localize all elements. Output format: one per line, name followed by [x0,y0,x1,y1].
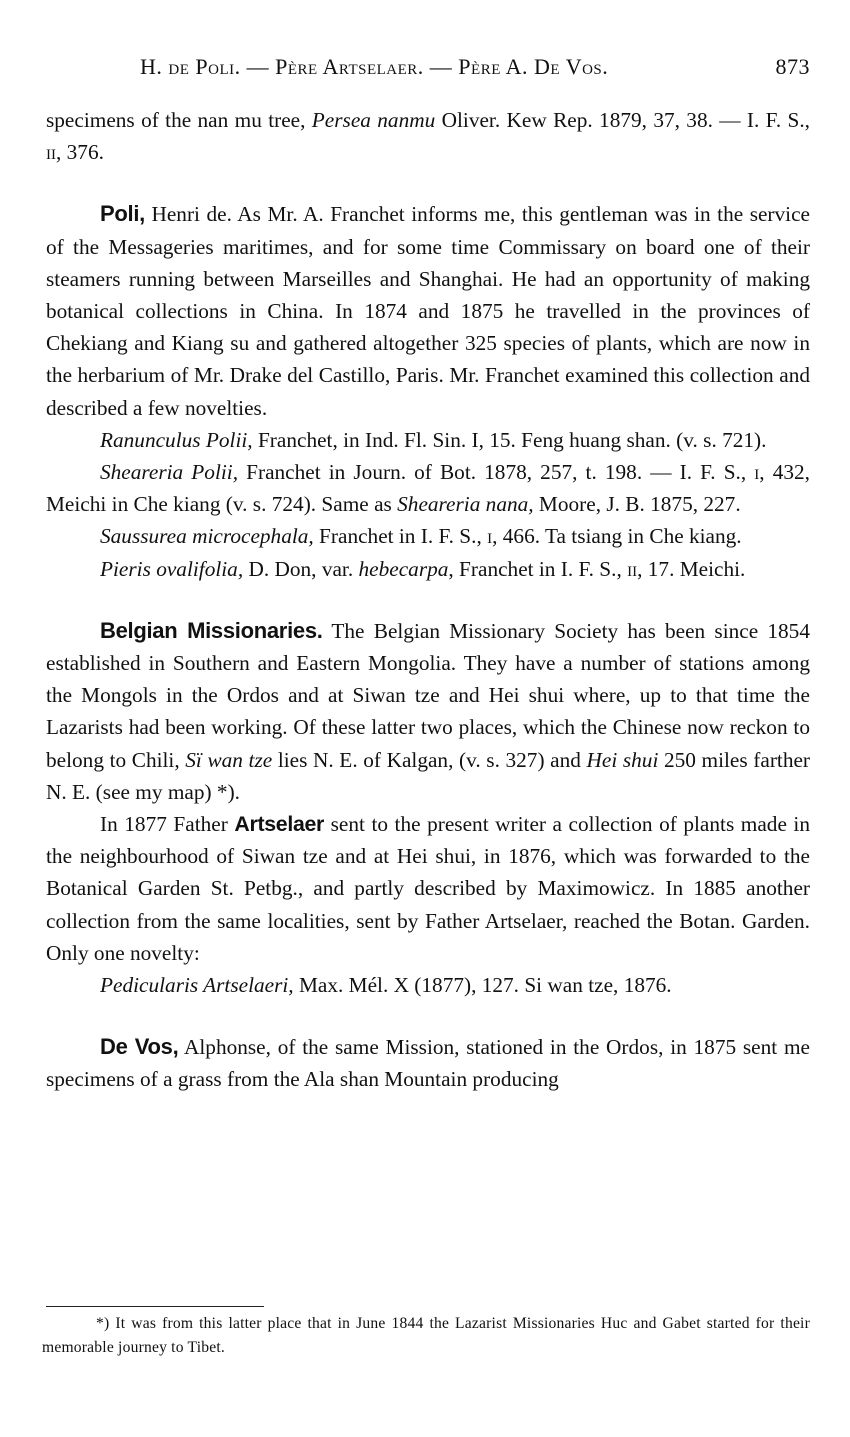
roman-numeral: i [754,460,760,485]
text-span: lies N. E. of Kalgan, (v. s. 327) and [272,747,587,772]
roman-numeral: ii [46,140,56,165]
text-span: , Franchet in I. F. S., [448,556,628,581]
text-span: Franchet, in Ind. Fl. Sin. I, 15. Feng huang shan. (v. s. 721). [252,427,767,452]
text-span: Max. Mél. X (1877), 127. Si wan tze, 1876. [293,973,672,998]
text-span: Franchet in Journ. of Bot. 1878, 257, t. 198. — I. F. S., [238,460,755,485]
entry-heading-de-vos: De Vos, [100,1034,179,1060]
text-span: Oliver. Kew Rep. 1879, 37, 38. — I. F. S., [435,108,810,132]
footnote-rule [46,1306,264,1307]
text-span: The Belgian Missionary Society has been since 1854 established in Southern and Eastern Mongolia. They have a number of stations among the Mongols in the Ordos and at Siwan tze and Hei shui where, up to that time the Lazarists had been working. Of these latter two places, which the Chinese now reckon to belong to Chili, [46,618,810,772]
page-body [46,104,810,1096]
running-head-de-vos: Père A. De Vos. [458,54,609,79]
species-name: Sheareria nana, [397,492,534,517]
text-span: , 17. Meichi. [637,556,746,581]
text-span: , 466. Ta tsiang in Che kiang. [492,524,742,549]
paragraph-belgian-missionaries [46,615,810,808]
paragraph-ranunculus [46,424,810,456]
collector-name-artselaer: Artselaer [234,812,325,837]
text-span: Franchet in I. F. S., [313,524,488,549]
species-name: Pedicularis Artselaeri, [100,973,294,998]
header-dash: — [423,54,459,79]
text-span: specimens of the nan mu tree, [46,108,312,132]
running-header [140,54,810,80]
footnote: *) It was from this latter place that in June 1844 the Lazarist Missionaries Huc and Gabet started for their memorable journey to Tibet. [42,1315,810,1356]
running-head-poli: H. de Poli. [140,54,241,79]
text-span: Alphonse, of the same Mission, stationed in the Ordos, in 1875 sent me specimens of a grass from the Ala shan Mountain producing [46,1035,810,1092]
text-span: 250 miles farther N. E. (see my map) *). [46,747,811,804]
page-number: 873 [775,54,810,79]
species-name: Persea nanmu [311,108,436,132]
species-name: Saussurea microcephala, [100,524,314,549]
text-span: Moore, J. B. 1875, 227. [533,492,741,517]
entry-heading-belgian-missionaries: Belgian Missionaries. [100,617,323,643]
paragraph-nanmu [46,104,810,168]
variety-name: hebecarpa [358,556,449,581]
text-span: Henri de. As Mr. A. Franchet informs me, this gentleman was in the service of the Messageries maritimes, and for some time Commissary on board one of their steamers running between Marseilles and Shanghai. He had an opportunity of making botanical collections in China. In 1874 and 1875 he travelled in the provinces of Chekiang and Kiang su and gathered altogether 325 species of plants, which are now in the herbarium of Mr. Drake del Castillo, Paris. Mr. Franchet examined this collection and described a few novelties. [46,202,810,420]
place-name: Sï wan tze [185,747,273,772]
species-name: Sheareria Polii, [100,460,239,485]
running-head-artselaer: Père Artselaer. [275,54,424,79]
roman-numeral: ii [627,556,638,581]
species-name: Ranunculus Polii, [100,427,253,452]
paragraph-sheareria [46,456,810,520]
text-span: , 432, Meichi in Che kiang (v. s. 724). Same as [46,460,810,517]
paragraph-artselaer [46,808,810,969]
paragraph-de-vos [46,1031,810,1095]
roman-numeral: i [487,524,493,549]
paragraph-saussurea [46,520,810,552]
species-name: Pieris ovalifolia, [100,556,244,581]
paragraph-pedicularis [46,969,810,1001]
place-name: Hei shui [586,747,659,772]
text-span: D. Don, var. [243,556,359,581]
entry-heading-poli: Poli, [100,201,145,227]
paragraph-pieris [46,553,810,585]
text-span: sent to the present writer a collection of plants made in the neighbourhood of Siwan tze and at Hei shui, in 1876, which was forwarded to the Botanical Garden St. Petbg., and partly described by Maximowicz. In 1885 another collection from the same localities, sent by Father Artselaer, reached the Botan. Garden. Only one novelty: [46,812,811,965]
header-dash: — [240,54,276,79]
text-span: In 1877 Father [100,812,235,837]
text-span: , 376. [56,140,104,165]
paragraph-poli [46,198,810,423]
